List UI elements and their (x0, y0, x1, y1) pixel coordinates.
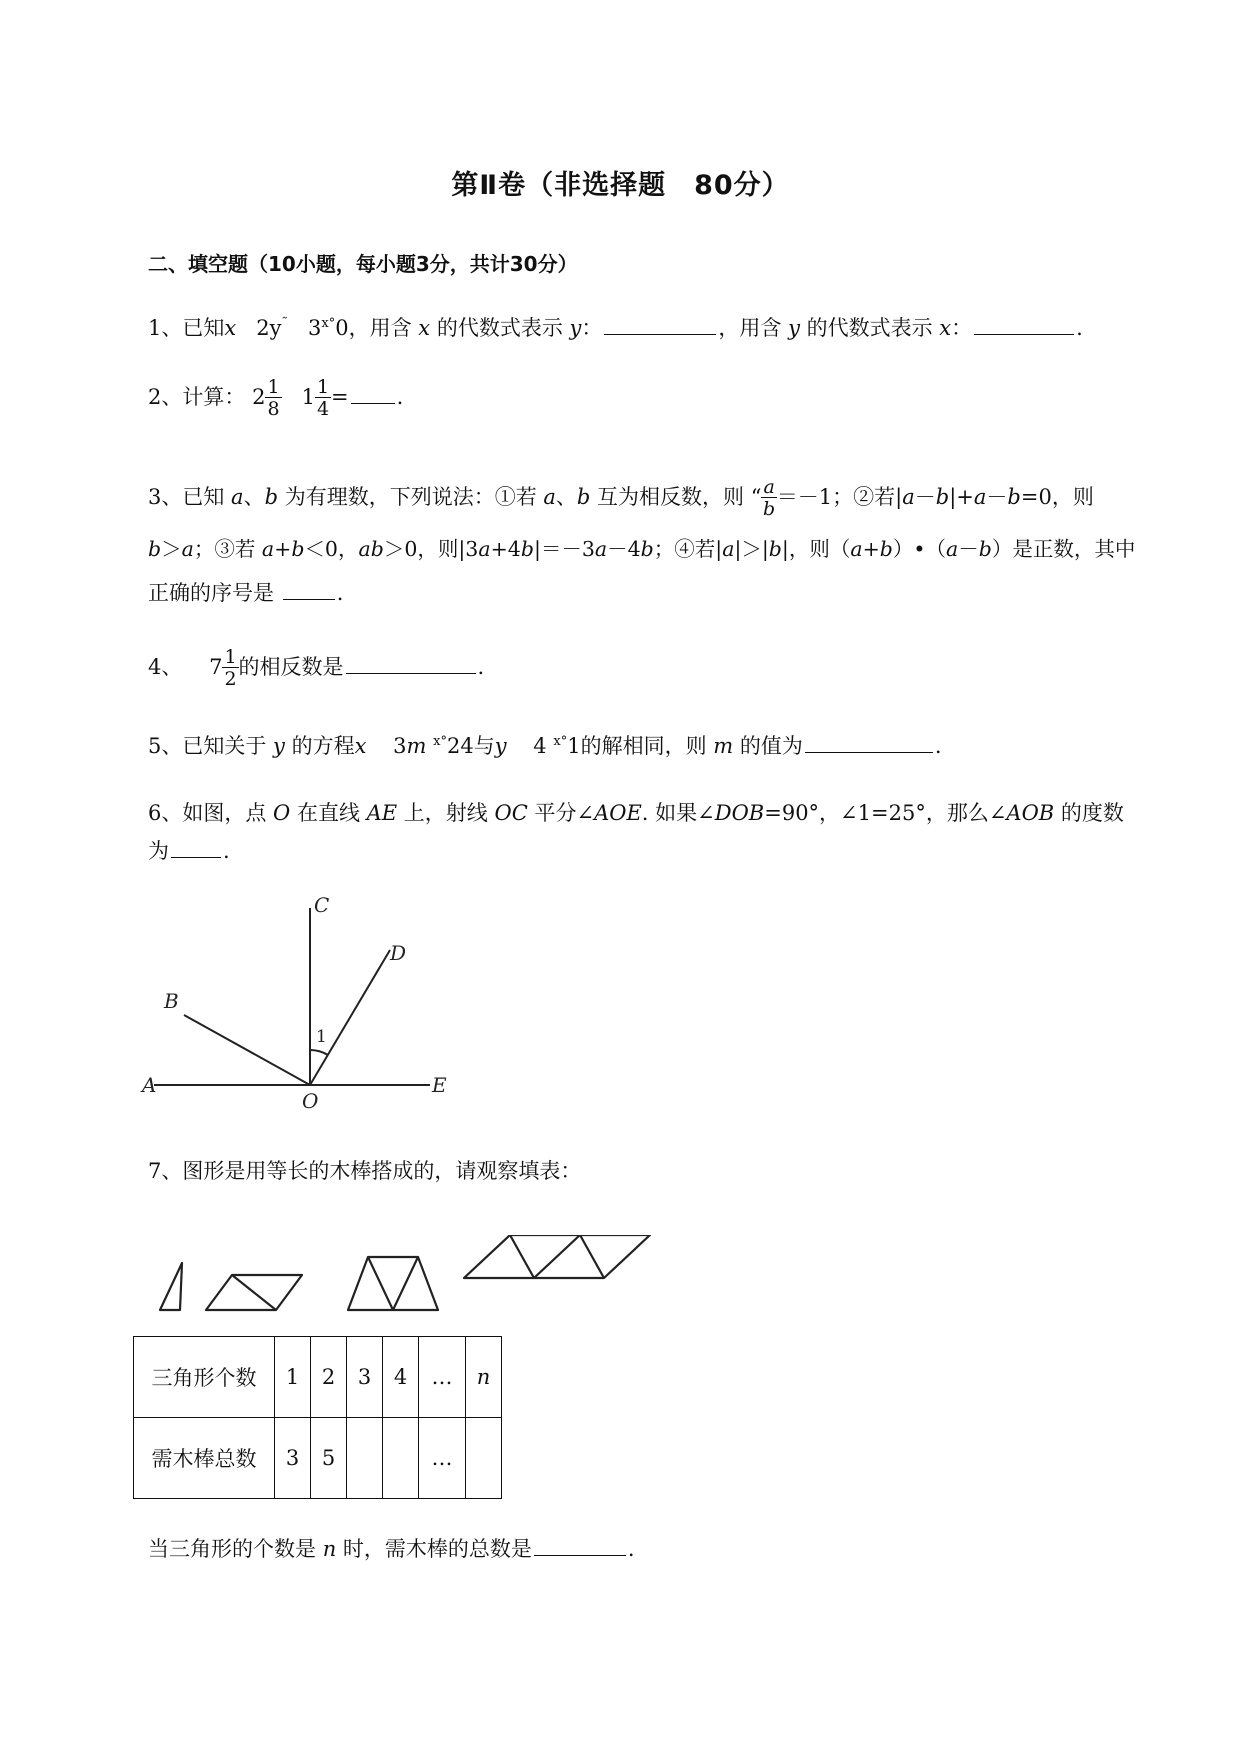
q3-text: － (958, 537, 979, 561)
q5-var: y (494, 734, 507, 758)
q3-text: ＝－1；②若| (776, 485, 903, 509)
q3-var: b (879, 537, 893, 561)
q3-text: －4 (607, 537, 641, 561)
q5-text: 24 (446, 734, 474, 758)
q6-text: 的度数 (1054, 801, 1124, 825)
q4-end: . (477, 655, 485, 679)
q5-text: 5、已知关于 (148, 734, 274, 758)
angle-diagram (140, 890, 480, 1120)
q1-end: . (1076, 316, 1083, 340)
q5-mark: x° (553, 734, 568, 749)
q2-end: . (396, 385, 404, 409)
q3-text: － (986, 485, 1008, 509)
q3-var: b (576, 485, 591, 509)
table-cell: 4 (383, 1337, 419, 1418)
q1-var-y: y (569, 316, 582, 340)
label-d: D (390, 941, 407, 965)
q4-fraction (222, 648, 238, 689)
q6-var: AOB (1006, 801, 1055, 825)
q1-text-d: ，用含 (718, 316, 789, 340)
table-row-header: 需木棒总数 (134, 1418, 275, 1499)
table-cell: 2 (311, 1337, 347, 1418)
q1-eq-tilde: ˜ (281, 316, 288, 331)
question-2 (148, 378, 403, 419)
label-angle-1: 1 (316, 1027, 327, 1047)
table-cell: 1 (275, 1337, 311, 1418)
q2-answer-blank[interactable] (351, 385, 395, 404)
q3-var: a (973, 485, 987, 509)
q3-fraction (761, 478, 776, 519)
q6-var: AOE (594, 801, 642, 825)
q5-var: x (354, 734, 367, 758)
q2-numerator-1: 1 (267, 376, 280, 398)
q3-text: 3、已知 (148, 485, 232, 509)
q6-var: O (273, 801, 291, 825)
table-cell: … (419, 1418, 466, 1499)
q2-number: 2、计算： (148, 385, 246, 409)
q3-var: b (264, 485, 279, 509)
q4-number: 4、 (148, 655, 183, 679)
q2-numerator-2: 1 (316, 376, 330, 398)
q3-text: ＜0， (304, 537, 359, 561)
q3-text: +4 (490, 537, 521, 561)
q5-text: 的值为 (733, 734, 803, 758)
sticks-table (133, 1336, 502, 1499)
q3-var: a (945, 537, 959, 561)
q5-text: 的方程 (284, 734, 355, 758)
q4-whole: 7 (209, 655, 223, 679)
q6-text: 上，射线 (397, 801, 495, 825)
q1-eq-mark: x° (321, 316, 336, 331)
q6-var: DOB (714, 801, 765, 825)
q3-var: a (902, 485, 915, 509)
q7-text: 7、图形是用等长的木棒搭成的，请观察填表： (148, 1159, 582, 1183)
q3-text: |＝－3 (533, 537, 595, 561)
q5-var: m (406, 734, 427, 758)
figure-3-stick (393, 1257, 418, 1310)
q1-text-a: ，用含 (348, 316, 419, 340)
label-c: C (314, 893, 330, 917)
q5-text: 4 (533, 734, 547, 758)
q3-text: 、 (243, 485, 265, 509)
q2-fraction-2 (315, 378, 331, 419)
q1-text-e: 的代数式表示 (799, 316, 940, 340)
q2-fraction-1 (265, 378, 281, 419)
figure-3-trapezoid (348, 1257, 438, 1310)
table-row (134, 1418, 502, 1499)
question-1 (148, 312, 1083, 342)
q3-text: ；③若 (193, 537, 262, 561)
question-3-line-2 (148, 532, 1135, 562)
q1-var-x: x (418, 316, 431, 340)
q3-var: ab (358, 537, 384, 561)
table-cell: … (419, 1337, 466, 1418)
q7-after-text: 当三角形的个数是 (148, 1537, 323, 1561)
q1-var-y2: y (788, 316, 800, 340)
q2-denominator-2: 4 (316, 398, 330, 420)
q3-text: 、 (555, 485, 577, 509)
q3-frac-numerator: a (763, 476, 775, 498)
q3-var: a (850, 537, 863, 561)
label-a: A (142, 1073, 157, 1097)
q1-text-b: 的代数式表示 (430, 316, 570, 340)
stick-triangles-figure (150, 1235, 670, 1325)
label-o: O (302, 1089, 319, 1113)
q3-var: b (768, 537, 782, 561)
q3-text: ；④若| (653, 537, 723, 561)
q3-var: b (935, 485, 950, 509)
q1-eq-2y: 2y (256, 316, 282, 340)
figure-4-stick (510, 1235, 534, 1278)
q5-answer-blank[interactable] (805, 734, 933, 753)
q4-numerator: 1 (224, 646, 237, 668)
ray-ob (184, 1015, 310, 1085)
q1-answer-blank-1[interactable] (604, 316, 716, 335)
q3-text: |＞| (734, 537, 769, 561)
q3-var: b (1007, 485, 1021, 509)
q6-text: . 如果∠ (641, 801, 715, 825)
q3-text: ）•（ (892, 537, 946, 561)
q5-var: y (273, 734, 285, 758)
q6-text: 为 (148, 839, 169, 863)
q3-text: ）是正数，其中 (991, 537, 1136, 561)
q6-text: 6、如图，点 (148, 801, 274, 825)
q3-var: a (181, 537, 194, 561)
q3-text: 互为相反数，则 “ (590, 485, 762, 509)
figure-4-stick (534, 1235, 580, 1278)
q3-text: + (862, 537, 880, 561)
q3-text: + (274, 537, 292, 561)
figure-3-stick (368, 1257, 393, 1310)
table-row (134, 1337, 502, 1418)
q2-whole-2: 1 (301, 385, 315, 409)
q4-text: 的相反数是 (238, 655, 344, 679)
label-b: B (164, 989, 179, 1013)
q5-text: 3 (393, 734, 407, 758)
q3-text: |，则（ (781, 537, 851, 561)
figure-4-stick (580, 1235, 604, 1278)
q3-var: a (261, 537, 275, 561)
q3-text: =0，则 (1020, 485, 1094, 509)
q6-text: 平分∠ (527, 801, 595, 825)
q3-var: a (594, 537, 608, 561)
q2-whole-1: 2 (252, 385, 266, 409)
q6-answer-blank[interactable] (171, 839, 221, 858)
q3-text: ＞ (161, 537, 182, 561)
q3-var: a (722, 537, 735, 561)
section-heading: 二、填空题（10小题，每小题3分，共计30分） (148, 252, 578, 276)
q1-number: 1、已知 (148, 316, 225, 340)
q1-var-x2: x (939, 316, 952, 340)
figure-1-triangle (160, 1263, 182, 1310)
angle-1-arc (310, 1050, 328, 1055)
q1-eq-0: 0 (335, 316, 349, 340)
q1-text-f: ： (951, 316, 973, 340)
q3-text: － (914, 485, 936, 509)
q3-answer-blank[interactable] (283, 581, 335, 600)
q4-answer-blank[interactable] (346, 655, 476, 674)
q6-text: 在直线 (290, 801, 367, 825)
q6-var: AE (366, 801, 398, 825)
q1-answer-blank-2[interactable] (974, 316, 1074, 335)
question-6-line-2 (148, 835, 230, 865)
q3-var: b (148, 537, 162, 561)
q7-end: . (627, 1537, 635, 1561)
question-3-line-3 (148, 577, 343, 607)
table-cell: 3 (275, 1418, 311, 1499)
q1-eq-3: 3 (308, 316, 322, 340)
question-5 (148, 730, 942, 760)
question-7-after (148, 1533, 635, 1563)
q3-text: |+ (949, 485, 974, 509)
question-3-line-1 (148, 478, 1094, 519)
q2-equals: = (331, 385, 349, 409)
q7-answer-blank[interactable] (534, 1537, 626, 1556)
table-cell-empty[interactable] (347, 1418, 383, 1499)
q1-text-c: ： (581, 316, 603, 340)
q3-text: 为有理数，下列说法：①若 (278, 485, 544, 509)
question-4 (148, 648, 484, 689)
question-6-line-1 (148, 797, 1124, 827)
ray-od (310, 950, 390, 1085)
q3-frac-denominator: b (763, 498, 776, 520)
q3-text: ＞0，则|3 (383, 537, 479, 561)
q5-var: m (713, 734, 734, 758)
q5-end: . (934, 734, 942, 758)
table-cell-empty[interactable] (383, 1418, 419, 1499)
q3-var: b (520, 537, 534, 561)
q6-text: =90°，∠1=25°，那么∠ (764, 801, 1007, 825)
q3-var: a (543, 485, 556, 509)
q3-var: b (640, 537, 654, 561)
figure-2-diagonal (232, 1275, 276, 1310)
page-title: 第Ⅱ卷（非选择题 80分） (451, 170, 790, 201)
q3-var: b (291, 537, 305, 561)
question-7 (148, 1155, 581, 1185)
q5-text: 与 (473, 734, 495, 758)
table-cell-empty[interactable] (466, 1418, 502, 1499)
q6-end: . (223, 839, 230, 863)
table-cell: 3 (347, 1337, 383, 1418)
q7-var-n: n (322, 1537, 337, 1561)
q3-text: 正确的序号是 (148, 581, 281, 605)
table-cell: n (466, 1337, 502, 1418)
q3-end: . (336, 581, 344, 605)
q1-eq-x: x (224, 316, 237, 340)
q3-var: a (478, 537, 491, 561)
q5-text: 1 (567, 734, 581, 758)
q3-var: b (978, 537, 992, 561)
q3-var: a (231, 485, 244, 509)
label-e: E (432, 1073, 447, 1097)
q4-denominator: 2 (224, 668, 237, 690)
table-cell: 5 (311, 1418, 347, 1499)
q5-mark: x° (433, 734, 447, 749)
q7-after-text: 时，需木棒的总数是 (336, 1537, 532, 1561)
q6-var: OC (494, 801, 528, 825)
q5-text: 的解相同，则 (580, 734, 714, 758)
table-row-header: 三角形个数 (134, 1337, 275, 1418)
q2-denominator-1: 8 (267, 398, 280, 420)
